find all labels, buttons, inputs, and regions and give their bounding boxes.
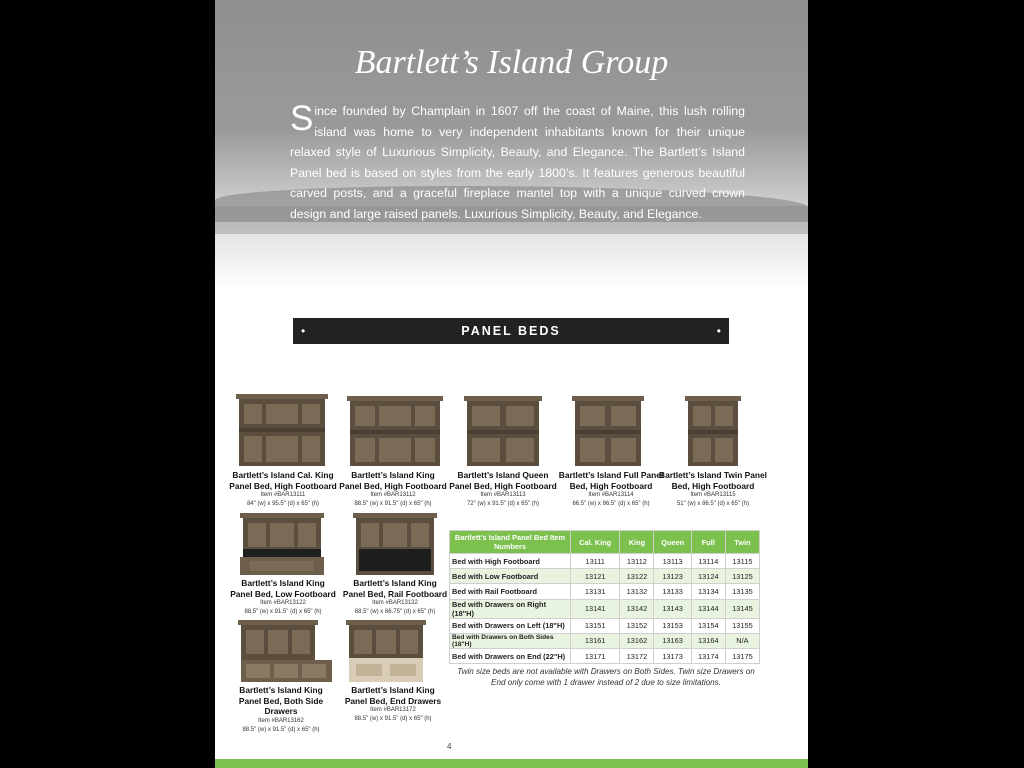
table-cell: 13173 <box>654 648 691 663</box>
bed-dimensions: 66.5" (w) x 86.5" (d) x 65" (h) <box>572 501 650 507</box>
bed-image-king-high <box>347 396 443 466</box>
bed-image-king-side-drawers <box>238 620 332 682</box>
table-header-cell: Twin <box>725 531 759 554</box>
table-row <box>450 584 760 599</box>
table-cell: 13154 <box>691 618 725 633</box>
table-cell: 13171 <box>571 648 620 663</box>
page-number: 4 <box>447 742 452 751</box>
catalog-page <box>215 0 808 768</box>
bed-dimensions: 88.5" (w) x 91.5" (d) x 65" (h) <box>354 501 432 507</box>
bed-caption <box>339 470 447 509</box>
table-cell: 13121 <box>571 569 620 584</box>
table-cell: 13164 <box>691 633 725 648</box>
table-cell: 13174 <box>691 648 725 663</box>
bed-image-cal-king-high <box>236 394 328 466</box>
table-cell: 13143 <box>654 599 691 618</box>
bed-name: Bartlett’s Island King Panel Bed, Rail Footboard <box>342 578 448 599</box>
bed-dimensions: 88.5" (w) x 91.5" (d) x 65" (h) <box>354 716 432 722</box>
table-cell: 13161 <box>571 633 620 648</box>
bed-dimensions: 88.5" (w) x 86.75" (d) x 65" (h) <box>354 609 436 615</box>
table-cell: 13132 <box>620 584 654 599</box>
bed-caption <box>229 470 337 509</box>
section-banner-label: PANEL BEDS <box>461 324 561 338</box>
bed-name: Bartlett’s Island Queen Panel Bed, High Footboard <box>449 470 557 491</box>
table-cell: 13144 <box>691 599 725 618</box>
table-cell: 13111 <box>571 554 620 569</box>
bed-name: Bartlett’s Island King Panel Bed, Both Side Drawers <box>238 685 324 716</box>
table-cell: 13153 <box>654 618 691 633</box>
table-cell: 13141 <box>571 599 620 618</box>
bed-image-king-low <box>240 513 324 575</box>
drop-cap: S <box>290 99 314 138</box>
bed-item-number: Item #BAR13162 <box>258 717 304 724</box>
bed-item-number: Item #BAR13172 <box>370 707 416 713</box>
bed-item-number: Item #BAR13122 <box>260 600 306 606</box>
table-row <box>450 648 760 663</box>
table-header-cell: Full <box>691 531 725 554</box>
table-cell: 13135 <box>725 584 759 599</box>
bed-name: Bartlett’s Island Full Panel Bed, High Footboard <box>558 470 664 491</box>
table-cell: 13133 <box>654 584 691 599</box>
row-label: Bed with Low Footboard <box>450 569 571 584</box>
bed-caption <box>227 685 335 735</box>
bed-item-number: Item #BAR13111 <box>260 492 306 498</box>
table-cell: 13113 <box>654 554 691 569</box>
bed-dimensions: 88.5" (w) x 91.5" (d) x 65" (h) <box>244 609 322 615</box>
bed-dimensions: 84" (w) x 95.5" (d) x 65" (h) <box>246 501 320 507</box>
row-label: Bed with Rail Footboard <box>450 584 571 599</box>
intro-paragraph <box>290 101 745 225</box>
table-cell: 13134 <box>691 584 725 599</box>
table-cell: 13172 <box>620 648 654 663</box>
table-header-cell: Queen <box>654 531 691 554</box>
bed-item-number: Item #BAR13112 <box>370 492 416 498</box>
table-cell: 13151 <box>571 618 620 633</box>
table-footnote: Twin size beds are not available with Drawers on Both Sides. Twin size Drawers on End only come with 1 drawer instead of 2 due to size limitations. <box>457 667 755 687</box>
bed-item-number: Item #BAR13113 <box>480 492 526 498</box>
bed-name: Bartlett’s Island Twin Panel Bed, High Footboard <box>659 470 767 491</box>
table-cell: 13112 <box>620 554 654 569</box>
bed-name: Bartlett’s Island King Panel Bed, High Footboard <box>339 470 447 491</box>
bullet-icon: • <box>301 324 306 338</box>
bed-image-king-end-drawers <box>346 620 426 682</box>
row-label: Bed with Drawers on End (22"H) <box>450 648 571 663</box>
bed-image-full-high <box>572 396 644 466</box>
table-cell: 13131 <box>571 584 620 599</box>
bed-caption <box>557 470 665 509</box>
bed-item-number: Item #BAR13114 <box>588 492 634 498</box>
bed-caption <box>339 685 447 724</box>
bullet-icon: • <box>716 324 721 338</box>
bed-name: Bartlett’s Island King Panel Bed, Low Footboard <box>230 578 336 599</box>
section-banner <box>293 318 729 344</box>
bed-dimensions: 88.5" (w) x 91.5" (d) x 65" (h) <box>242 726 320 733</box>
table-row <box>450 554 760 569</box>
bed-image-queen-high <box>464 396 542 466</box>
bed-name: Bartlett’s Island Cal. King Panel Bed, High Footboard <box>229 470 337 491</box>
bed-caption <box>659 470 767 509</box>
bed-dimensions: 72" (w) x 91.5" (d) x 65" (h) <box>466 501 540 507</box>
table-header-cell: Bartlett’s Island Panel Bed Item Numbers <box>450 531 571 554</box>
table-cell: 13123 <box>654 569 691 584</box>
bed-image-king-rail <box>353 513 437 575</box>
page-title: Bartlett’s Island Group <box>354 44 669 81</box>
row-label: Bed with Drawers on Left (18"H) <box>450 618 571 633</box>
table-row <box>450 599 760 618</box>
table-cell: 13122 <box>620 569 654 584</box>
bed-item-number: Item #BAR13115 <box>690 492 736 498</box>
table-cell: 13175 <box>725 648 759 663</box>
bed-item-number: Item #BAR13132 <box>372 600 418 606</box>
table-cell: 13142 <box>620 599 654 618</box>
bed-caption <box>341 578 449 617</box>
table-cell: 13115 <box>725 554 759 569</box>
table-header-cell: King <box>620 531 654 554</box>
bed-caption <box>449 470 557 509</box>
table-cell: 13125 <box>725 569 759 584</box>
intro-text: ince founded by Champlain in 1607 off the coast of Maine, this lush rolling island was home to very independent inhabitants known for their unique relaxed style of Luxurious Simplicity, Beauty, and Elegance. The Bartlett’s Island Panel bed is based on styles from the early 1800’s. It features generous beautiful carved posts, and a graceful fireplace mantel top with a unique curved crown design and large raised panels. Luxurious Simplicity, Beauty, and Elegance. <box>290 104 745 221</box>
bed-name: Bartlett’s Island King Panel Bed, End Drawers <box>344 685 442 706</box>
table-cell: 13163 <box>654 633 691 648</box>
table-cell: 13124 <box>691 569 725 584</box>
table-row <box>450 633 760 648</box>
row-label: Bed with Drawers on Right (18"H) <box>450 599 571 618</box>
footer-accent-bar <box>215 759 808 768</box>
table-row <box>450 618 760 633</box>
item-number-table <box>449 530 760 664</box>
row-label: Bed with High Footboard <box>450 554 571 569</box>
table-cell: 13155 <box>725 618 759 633</box>
table-cell: 13145 <box>725 599 759 618</box>
table-header-row <box>450 531 760 554</box>
hero-banner <box>215 0 808 290</box>
table-cell: 13152 <box>620 618 654 633</box>
bed-image-twin-high <box>685 396 741 466</box>
bed-caption <box>229 578 337 617</box>
table-row <box>450 569 760 584</box>
table-header-cell: Cal. King <box>571 531 620 554</box>
table-cell: 13162 <box>620 633 654 648</box>
bed-dimensions: 51" (w) x 86.5" (d) x 65" (h) <box>676 501 750 507</box>
table-cell: N/A <box>725 633 759 648</box>
table-cell: 13114 <box>691 554 725 569</box>
row-label: Bed with Drawers on Both Sides (18"H) <box>450 633 571 648</box>
